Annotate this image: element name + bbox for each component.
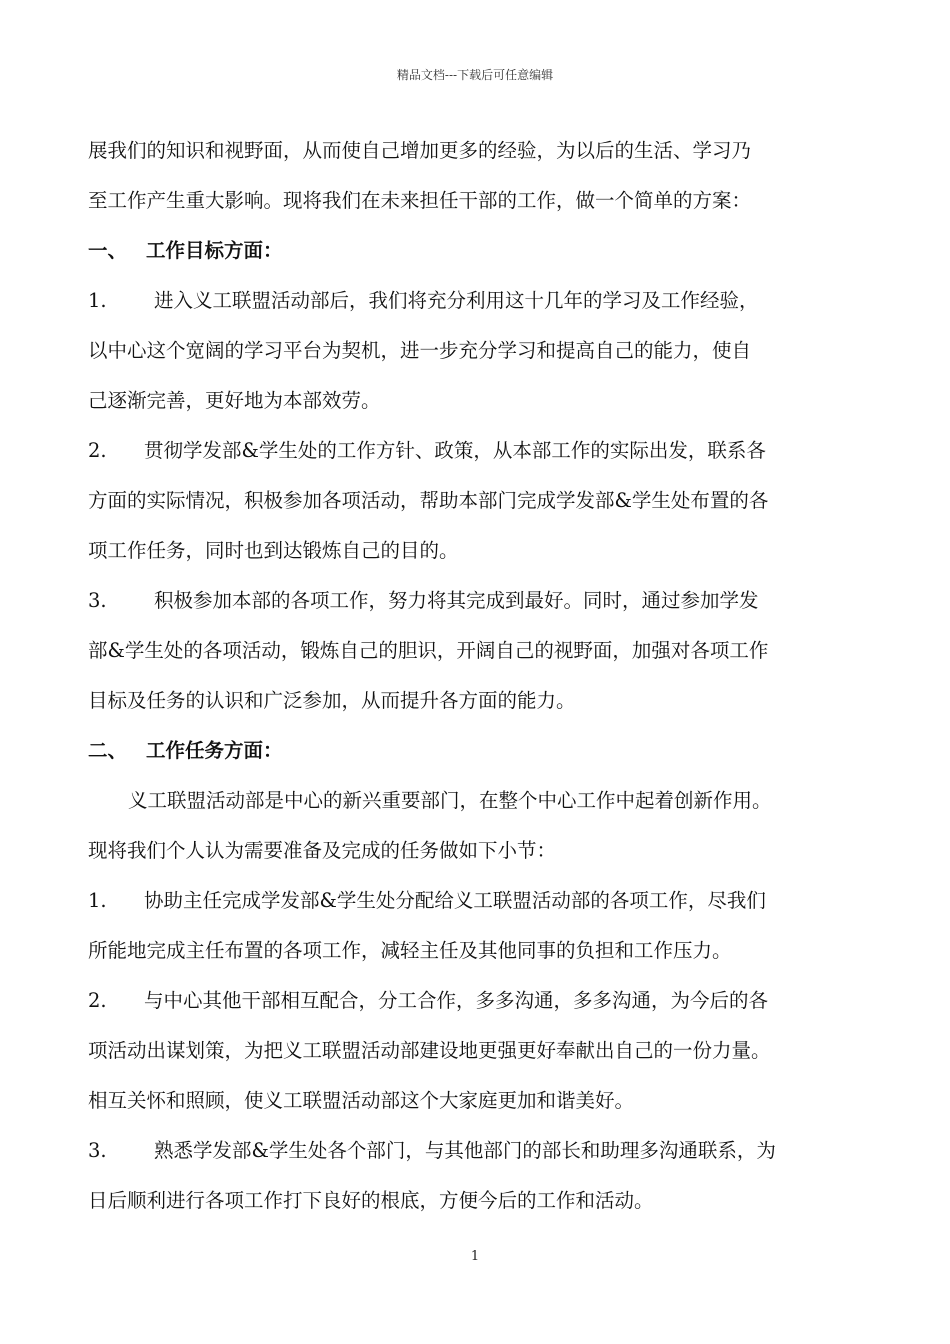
body-line: 义工联盟活动部是中心的新兴重要部门，在整个中心工作中起着创新作用。 <box>128 789 772 812</box>
page-number: 1 <box>470 1249 480 1264</box>
list-number: 1. <box>88 889 107 912</box>
body-line: 目标及任务的认识和广泛参加，从而提升各方面的能力。 <box>88 689 576 712</box>
section-number: 一、 <box>88 239 128 262</box>
list-number: 1. <box>88 289 107 312</box>
body-line: 项工作任务，同时也到达锻炼自己的目的。 <box>88 539 459 562</box>
section-heading-2: 二、 工作任务方面： <box>88 737 878 765</box>
body-line: 至工作产生重大影响。现将我们在未来担任干部的工作，做一个简单的方案： <box>88 189 752 212</box>
list-item-line: 2. 与中心其他干部相互配合，分工合作，多多沟通，多多沟通，为今后的各 <box>88 987 878 1015</box>
body-line: 以中心这个宽阔的学习平台为契机，进一步充分学习和提高自己的能力，使自 <box>88 339 752 362</box>
section-number: 二、 <box>88 739 128 762</box>
page-header: 精品文档---下载后可任意编辑 <box>396 68 554 82</box>
list-number: 2. <box>88 439 107 462</box>
body-line: 部&学生处的各项活动，锻炼自己的胆识，开阔自己的视野面，加强对各项工作 <box>88 639 769 662</box>
list-number: 3. <box>88 1139 107 1162</box>
body-line: 相互关怀和照顾，使义工联盟活动部这个大家庭更加和谐美好。 <box>88 1089 635 1112</box>
body-line: 日后顺利进行各项工作打下良好的根底，方便今后的工作和活动。 <box>88 1189 654 1212</box>
list-number: 2. <box>88 989 107 1012</box>
body-line: 己逐渐完善，更好地为本部效劳。 <box>88 389 381 412</box>
body-line: 展我们的知识和视野面，从而使自己增加更多的经验，为以后的生活、学习乃 <box>88 139 752 162</box>
list-item-line: 3. 积极参加本部的各项工作，努力将其完成到最好。同时，通过参加学发 <box>88 587 878 615</box>
list-item-line: 1. 协助主任完成学发部&学生处分配给义工联盟活动部的各项工作，尽我们 <box>88 887 878 915</box>
body-line: 方面的实际情况，积极参加各项活动，帮助本部门完成学发部&学生处布置的各 <box>88 489 769 512</box>
body-line: 项活动出谋划策，为把义工联盟活动部建设地更强更好奉献出自己的一份力量。 <box>88 1039 771 1062</box>
list-number: 3. <box>88 589 107 612</box>
list-item-line: 2. 贯彻学发部&学生处的工作方针、政策，从本部工作的实际出发，联系各 <box>88 437 878 465</box>
body-line: 现将我们个人认为需要准备及完成的任务做如下小节： <box>88 839 557 862</box>
list-item-line: 3. 熟悉学发部&学生处各个部门，与其他部门的部长和助理多沟通联系，为 <box>88 1137 878 1165</box>
list-item-line: 1. 进入义工联盟活动部后，我们将充分利用这十几年的学习及工作经验， <box>88 287 878 315</box>
section-heading-1: 一、 工作目标方面： <box>88 237 878 265</box>
body-line: 所能地完成主任布置的各项工作，减轻主任及其他同事的负担和工作压力。 <box>88 939 732 962</box>
